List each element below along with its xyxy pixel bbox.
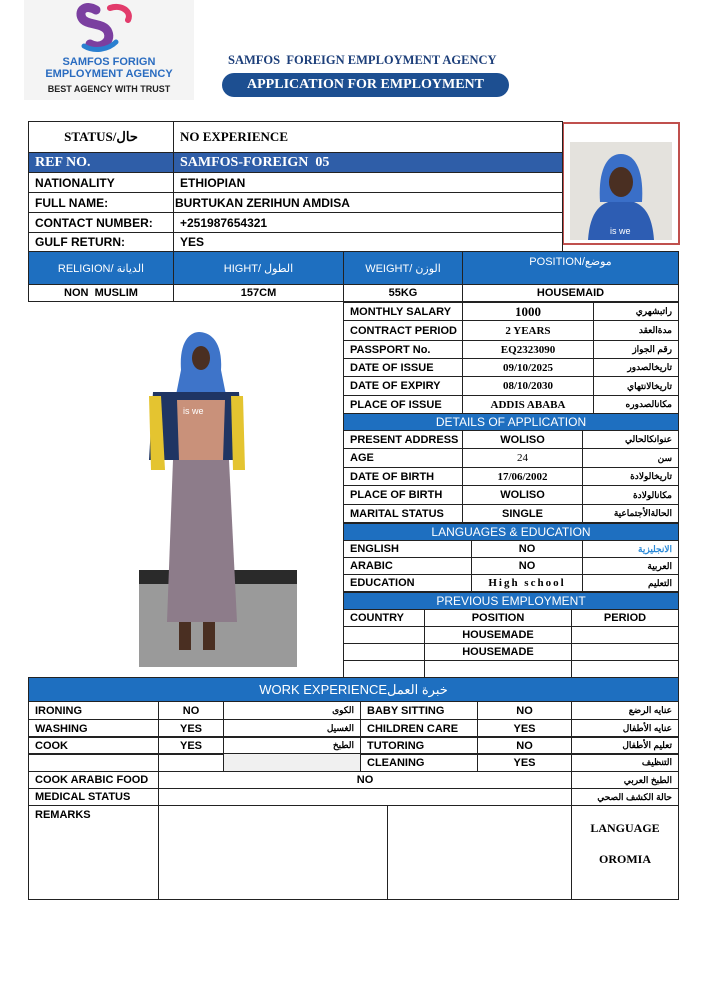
prev-row-position: HOUSEMADE [424,626,572,644]
languages-header: LANGUAGES & EDUCATION [343,523,679,541]
form-title-banner [222,73,509,97]
details-value: SINGLE [462,504,583,523]
nationality-value: ETHIOPIAN [173,172,563,193]
work-skill-left-ar: الطبخ [223,736,361,755]
work-skill-left: COOK [28,736,159,755]
contract-ar: تاريخالانتهاي [593,376,679,396]
medical-label: MEDICAL STATUS [28,788,159,806]
svg-text:is we: is we [183,406,204,416]
work-skill-right-value: NO [477,701,572,720]
work-skill-right-value: YES [477,719,572,738]
details-ar: عنوانكالحالي [582,430,679,449]
language-value: NO [471,557,583,575]
work-skill-left-ar [223,753,361,772]
nationality-label: NATIONALITY [28,172,174,193]
medical-ar: حالة الكشف الصحي [571,788,679,806]
work-skill-left-value: NO [158,701,224,720]
details-ar: الحالةالأجتماعية [582,504,679,523]
logo-line1: SAMFOS FORIGN [62,56,156,68]
work-skill-left-value: YES [158,736,224,755]
height-header: HIGHT/ الطول [173,251,344,285]
work-skill-left-value [158,753,224,772]
details-label: PRESENT ADDRESS [343,430,463,449]
prev-row-country [343,660,425,678]
cook-arabic-ar: الطبخ العربي [571,771,679,789]
contract-ar: تاريخالصدور [593,358,679,377]
language-ar: العربية [582,557,679,575]
work-skill-right: TUTORING [360,736,478,755]
prev-row-position: HOUSEMADE [424,643,572,661]
contract-ar: مكانالصدوره [593,395,679,414]
contract-value: 09/10/2025 [462,358,594,377]
agency-logo [24,0,194,100]
prev-row-period [571,643,679,661]
work-skill-right-ar: عنايه الرضع [571,701,679,720]
work-skill-right: BABY SITTING [360,701,478,720]
logo-line2: EMPLOYMENT AGENCY [45,68,173,80]
work-skill-right-value: NO [477,736,572,755]
height-value: 157CM [173,284,344,302]
details-value: 24 [462,448,583,468]
cook-arabic-value: NO [158,771,572,789]
contract-label: PLACE OF ISSUE [343,395,463,414]
weight-header: WEIGHT/ الوزن [343,251,463,285]
portrait-figure-icon [570,142,672,240]
contact-value: +251987654321 [173,212,563,233]
applicant-portrait [562,122,680,245]
contract-value: EQ2323090 [462,340,594,359]
work-skill-left-ar: الكوى [223,701,361,720]
prev-row-country [343,643,425,661]
dollar-swoosh-icon [24,0,194,56]
language-value: NO [471,540,583,558]
gulf-label: GULF RETURN: [28,232,174,252]
work-skill-left: IRONING [28,701,159,720]
prev-row-position [424,660,572,678]
medical-value [158,788,572,806]
gulf-value: YES [173,232,563,252]
details-label: AGE [343,448,463,468]
prev-row-period [571,626,679,644]
fullname-label: FULL NAME: [28,192,174,213]
remarks-box-2 [387,805,572,900]
contract-label: MONTHLY SALARY [343,302,463,321]
religion-value: NON MUSLIM [28,284,174,302]
contact-label: CONTACT NUMBER: [28,212,174,233]
work-skill-right-ar: عنايه الأطفال [571,719,679,738]
remarks-language-value: OROMIA [599,852,651,866]
work-skill-right-ar: تعليم الأطفال [571,736,679,755]
details-label: MARITAL STATUS [343,504,463,523]
work-skill-right-ar: التنظيف [571,753,679,772]
work-skill-left: WASHING [28,719,159,738]
contract-value: 08/10/2030 [462,376,594,396]
form-title: APPLICATION FOR EMPLOYMENT [247,77,484,92]
ref-value: SAMFOS-FOREIGN 05 [173,152,563,173]
details-value: 17/06/2002 [462,467,583,486]
svg-text:is we: is we [610,226,631,236]
details-value: WOLISO [462,485,583,505]
contract-label: CONTRACT PERIOD [343,320,463,341]
language-value: High school [471,574,583,592]
remarks-label: REMARKS [28,805,159,900]
work-skill-left [28,753,159,772]
language-label: ARABIC [343,557,472,575]
previous-employment-header: PREVIOUS EMPLOYMENT [343,592,679,610]
details-ar: مكانالولادة [582,485,679,505]
details-header: DETAILS OF APPLICATION [343,413,679,431]
contract-label: DATE OF EXPIRY [343,376,463,396]
prev-row-period [571,660,679,678]
standing-figure-icon [139,330,297,667]
work-skill-left-value: YES [158,719,224,738]
agency-name: SAMFOS FOREIGN EMPLOYMENT AGENCY [228,53,497,67]
weight-value: 55KG [343,284,463,302]
cook-arabic-label: COOK ARABIC FOOD [28,771,159,789]
religion-header: RELIGION/ الديانة [28,251,174,285]
contract-value: 2 YEARS [462,320,594,341]
logo-tagline: BEST AGENCY WITH TRUST [47,84,171,94]
language-ar: التعليم [582,574,679,592]
position-value: HOUSEMAID [462,284,679,302]
status-label: STATUS/حال [28,121,174,153]
contract-label: PASSPORT No. [343,340,463,359]
contract-ar: مدةالعقد [593,320,679,341]
work-skill-right: CHILDREN CARE [360,719,478,738]
details-label: DATE OF BIRTH [343,467,463,486]
contract-value: 1000 [462,302,594,321]
remarks-language-label: LANGUAGE [590,821,660,835]
details-label: PLACE OF BIRTH [343,485,463,505]
contract-ar: رقم الجواز [593,340,679,359]
details-ar: تاريخالولادة [582,467,679,486]
language-ar: الانجليزية [582,540,679,558]
contract-ar: راتبشهري [593,302,679,321]
fullname-value: BURTUKAN ZERIHUN AMDISA [173,192,563,213]
remarks-language-box [571,805,679,900]
prev-col-country: COUNTRY [343,609,425,627]
prev-row-country [343,626,425,644]
details-ar: سن [582,448,679,468]
work-skill-left-ar: الغسيل [223,719,361,738]
position-header: POSITION/موضع [462,251,679,285]
work-skill-right: CLEANING [360,753,478,772]
work-skill-right-value: YES [477,753,572,772]
prev-col-period: PERIOD [571,609,679,627]
language-label: ENGLISH [343,540,472,558]
ref-label: REF NO. [28,152,174,173]
details-value: WOLISO [462,430,583,449]
remarks-box-1 [158,805,388,900]
status-value: NO EXPERIENCE [173,121,563,153]
contract-value: ADDIS ABABA [462,395,594,414]
language-label: EDUCATION [343,574,472,592]
applicant-full-photo [139,330,297,667]
prev-col-position: POSITION [424,609,572,627]
work-experience-header: WORK EXPERIENCEخبرة العمل [28,677,679,702]
contract-label: DATE OF ISSUE [343,358,463,377]
